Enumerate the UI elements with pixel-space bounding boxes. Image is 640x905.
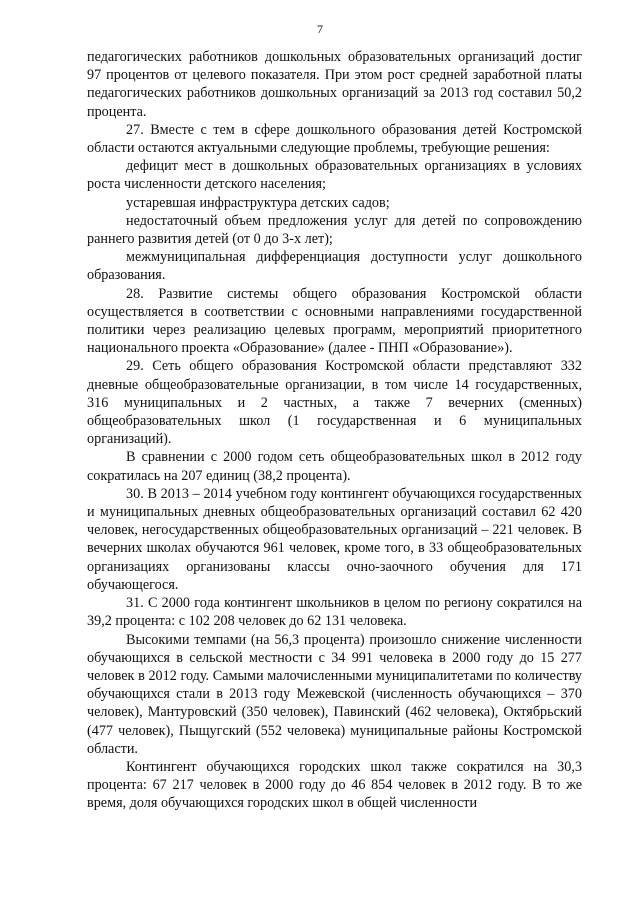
document-body — [87, 48, 582, 813]
paragraph-28: 28. Развитие системы общего образования Костромской области осуществляется в соответствии с основными направлениями государственной политики через реализацию целевых программ, мероприятий приоритетного национального проекта «Образование» (далее - ПНП «Образование»). — [87, 285, 582, 357]
list-item-infrastructure: устаревшая инфраструктура детских садов; — [126, 194, 390, 211]
list-item-early-development: недостаточный объем предложения услуг для детей по сопровождению раннего развития детей (от 0 до 3-х лет); — [87, 212, 582, 248]
paragraph-comparison-2000: В сравнении с 2000 годом сеть общеобразовательных школ в 2012 году сократилась на 207 единиц (38,2 процента). — [87, 449, 582, 484]
paragraph-29: 29. Сеть общего образования Костромской области представляют 332 дневные общеобразовательные организации, в том числе 14 государственных, 316 муниципальных и 2 частных, а также 7 вечерних (сменных) общеобразовательных школ (1 государственная и 6 муниципальных организаций). — [87, 358, 582, 448]
paragraph-urban-decline: Контингент обучающихся городских школ также сократился на 30,3 процента: 67 217 человек в 2000 году до 46 854 человек в 2012 году. В то же время, доля обучающихся городских школ в общей численности — [87, 758, 582, 812]
paragraph-27: 27. Вместе с тем в сфере дошкольного образования детей Костромской области остаются актуальными следующие проблемы, требующие решения: — [87, 121, 582, 157]
list-item-place-deficit: дефицит мест в дошкольных образовательных организациях в условиях роста численности детского населения; — [87, 158, 582, 193]
paragraph-continuation: педагогических работников дошкольных образовательных организаций достиг 97 процентов от целевого показателя. При этом рост средней заработной платы педагогических работников дошкольных организаций за 2013 год составил 50,2 процента. — [87, 49, 582, 120]
paragraph-31: 31. С 2000 года контингент школьников в целом по региону сократился на 39,2 процента: с 102 208 человек до 62 131 человека. — [87, 595, 582, 630]
paragraph-30: 30. В 2013 – 2014 учебном году контингент обучающихся государственных и муниципальных дневных общеобразовательных организаций составил 62 420 человек, негосударственных общеобразовательных организаций – 221 человек. В вечерних школах обучаются 961 человек, кроме того, в 33 общеобразовательных организациях организованы классы очно-заочного обучения для 171 обучающегося. — [87, 485, 582, 593]
page-number: 7 — [317, 22, 323, 36]
list-item-differentiation: межмуниципальная дифференциация доступности услуг дошкольного образования. — [87, 249, 582, 284]
paragraph-rural-decline: Высокими темпами (на 56,3 процента) произошло снижение численности обучающихся в сельской местности с 34 991 человека в 2000 году до 15 277 человек в 2012 году. Самыми малочисленными муниципалитетами по количеству обучающихся стали в 2013 году Межевской (численность обучающихся – 370 человек), Мантуровский (350 человек), Павинский (462 человека), Октябрьский (477 человек), Пыщугский (552 человека) муниципальные районы Костромской области. — [87, 631, 582, 757]
